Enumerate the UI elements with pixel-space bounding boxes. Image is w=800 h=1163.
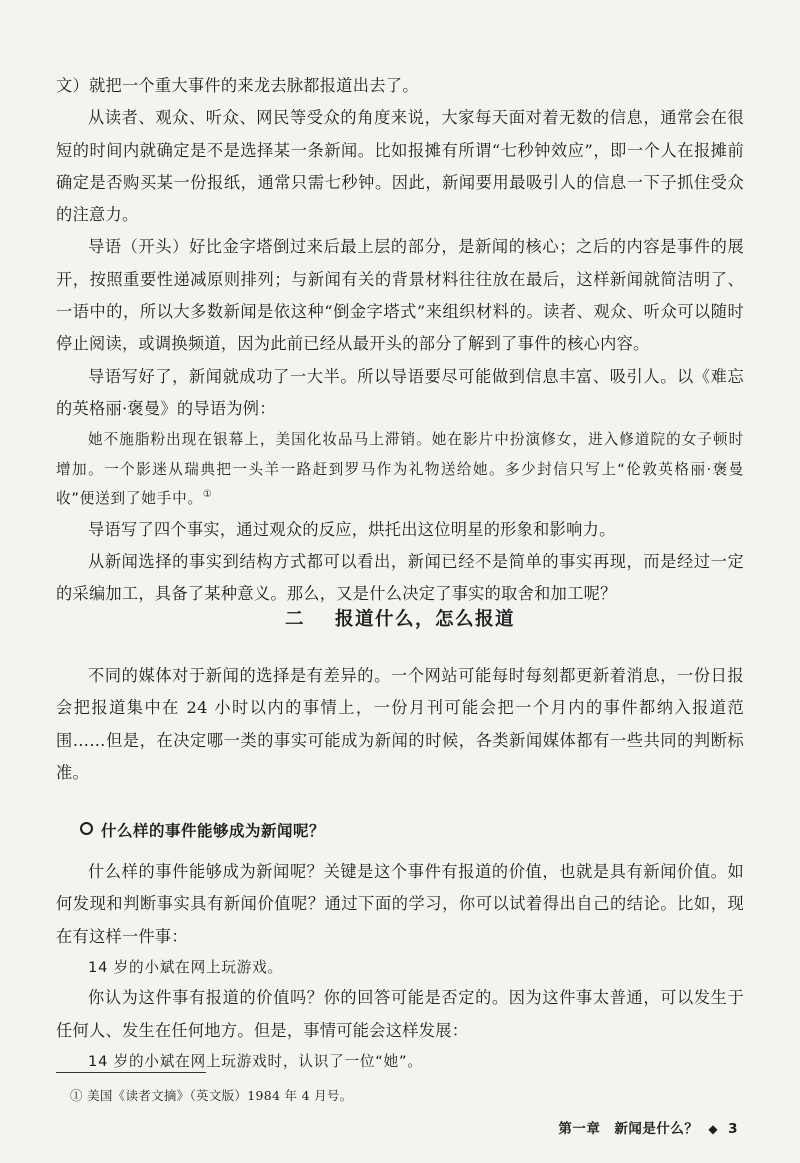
paragraph-four-facts: 导语写了四个事实，通过观众的反应，烘托出这位明星的形象和影响力。 (88, 519, 616, 539)
paragraph-continuation: 文）就把一个重大事件的来龙去脉都报道出去了。 (56, 76, 419, 95)
quote-block (56, 425, 744, 514)
quote-footnote-mark: ① (202, 489, 213, 501)
paragraph-audience: 从读者、观众、听众、网民等受众的角度来说，大家每天面对着无数的信息，通常会在很短的时间内就确定是不是选择某一条新闻。比如报摊有所谓“七秒钟效应”，即一个人在报摊前确定是否购买某一份报纸，通常只需七秒钟。因此，新闻要用最吸引人的信息一下子抓住受众的注意力。 (56, 108, 744, 225)
section-title-text: 报道什么，怎么报道 (335, 609, 516, 630)
quote-text: 她不施脂粉出现在银幕上，美国化妆品马上滞销。她在影片中扮演修女，进入修道院的女子顿时增加。一个影迷从瑞典把一头羊一路赶到罗马作为礼物送给她。多少封信只写上“伦敦英格丽·褒曼收”便送到了她手中。 (56, 431, 744, 508)
diamond-icon: ◆ (708, 1122, 719, 1136)
paragraph-media-choice: 不同的媒体对于新闻的选择是有差异的。一个网站可能每时每刻都更新着消息，一份日报会把报道集中在 24 小时以内的事情上，一份月刊可能会把一个月内的事件都纳入报道范围……但是，在决定哪一类的事实可能成为新闻的时候，各类新闻媒体都有一些共同的判断标准。 (56, 666, 744, 782)
paragraph-processing: 从新闻选择的事实到结构方式都可以看出，新闻已经不是简单的事实再现，而是经过一定的采编加工，具备了某种意义。那么，又是什么决定了事实的取舍和加工呢？ (56, 552, 744, 604)
page-number: 3 (728, 1121, 738, 1137)
section-title (0, 605, 800, 631)
paragraph-news-value: 什么样的事件能够成为新闻呢？关键是这个事件有报道的价值，也就是具有新闻价值。如何发现和判断事实具有新闻价值呢？通过下面的学习，你可以试着得出自己的结论。比如，现在有这样一件事： (56, 862, 744, 946)
chapter-label: 第一章 新闻是什么？ (558, 1121, 699, 1137)
page-footer (558, 1117, 738, 1137)
footnote: ① 美国《读者文摘》（英文版）1984 年 4 月号。 (70, 1088, 353, 1103)
section-number: 二 (284, 609, 305, 630)
circle-bullet-icon (80, 822, 93, 835)
question-body (56, 856, 744, 1076)
paragraph-lead-pyramid: 导语（开头）好比金字塔倒过来后最上层的部分，是新闻的核心；之后的内容是事件的展开，按照重要性递减原则排列；与新闻有关的背景材料往往放在最后，这样新闻就简洁明了、一语中的，所以大多数新闻是依这种“倒金字塔式”来组织材料的。读者、观众、听众可以随时停止阅读，或调换频道，因为此前已经从最开头的部分了解到了事件的核心内容。 (56, 237, 744, 354)
paragraph-example-discussion: 你认为这件事有报道的价值吗？你的回答可能是否定的。因为这件事太普通，可以发生于任何人、发生在任何地方。但是，事情可能会这样发展： (56, 988, 744, 1040)
question-heading (80, 819, 325, 841)
example-two: 14 岁的小斌在网上玩游戏时，认识了一位“她”。 (88, 1052, 423, 1070)
body-top (56, 70, 744, 611)
example-one: 14 岁的小斌在网上玩游戏。 (88, 958, 283, 976)
footnote-divider (56, 1072, 206, 1073)
paragraph-lead-example: 导语写好了，新闻就成功了一大半。所以导语要尽可能做到信息丰富、吸引人。以《难忘的英格丽·褒曼》的导语为例： (56, 366, 744, 418)
question-heading-text: 什么样的事件能够成为新闻呢？ (101, 822, 326, 840)
section-body (56, 660, 744, 789)
